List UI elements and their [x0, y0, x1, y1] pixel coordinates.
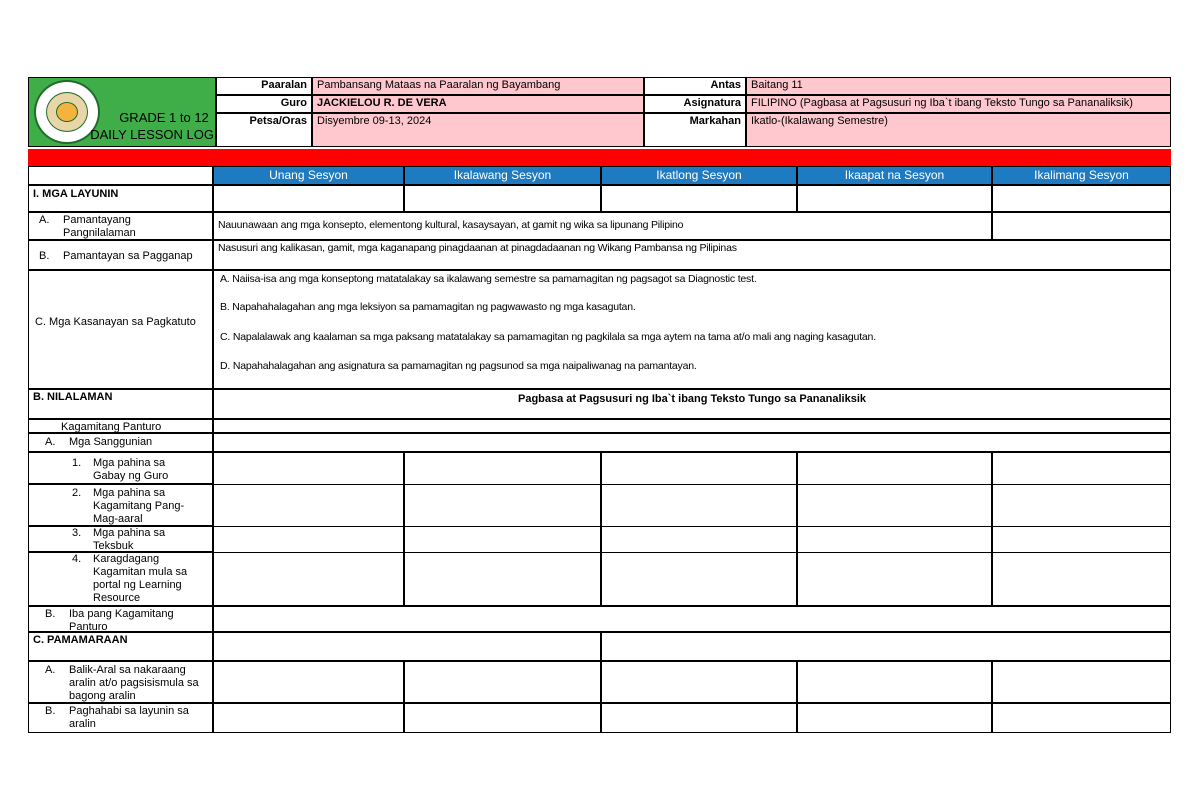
sanggunian-item	[28, 452, 213, 484]
sanggunian-item	[28, 484, 213, 526]
row-letter: B.	[45, 705, 56, 717]
pamantayan-sa-pagganap-label: Pamantayan sa Pagganap	[63, 250, 193, 262]
markahan-value: Ikatlo-(Ikalawang Semestre)	[746, 113, 1171, 147]
session-2-header: Ikalawang Sesyon	[404, 166, 601, 185]
empty-cell	[213, 419, 1171, 433]
row-letter: B.	[45, 608, 56, 620]
item-number: 2.	[72, 487, 82, 499]
guro-label: Guro	[216, 95, 312, 113]
row-letter: A.	[45, 664, 56, 676]
asignatura-value: FILIPINO (Pagbasa at Pagsusuri ng Iba`t ibang Teksto Tungo sa Pananaliksik)	[746, 95, 1171, 113]
row-divider	[213, 526, 1171, 527]
kasanayan-item: B. Napahahalagahan ang mga leksiyon sa pamamagitan ng pagwawasto ng mga kasagutan.	[220, 301, 636, 313]
pamantayan-sa-pagganap-content: Nasusuri ang kalikasan, gamit, mga kaganapang pinagdaanan at pinagdadaanan ng Wikang Pambansa ng Pilipinas	[213, 240, 1171, 270]
kasanayan-item: C. Napalalawak ang kaalaman sa mga paksang matatalakay sa pamamagitan ng pagkilala sa mga aytem na tama at/o mali ang naging kasagutan.	[220, 331, 876, 343]
kasanayan-item: A. Naiisa-isa ang mga konseptong matatalakay sa ikalawang semestre sa pamamagitan ng pagsagot sa Diagnostic test.	[220, 273, 757, 285]
sanggunian-item	[28, 526, 213, 552]
layunin-cell	[404, 185, 601, 212]
paaralan-label: Paaralan	[216, 77, 312, 95]
layunin-heading: I. MGA LAYUNIN	[28, 185, 213, 212]
layunin-cell	[213, 185, 404, 212]
empty-cell	[213, 606, 1171, 632]
pamantayang-pangnilalaman-label: Pamantayang Pangnilalaman	[63, 214, 136, 239]
iba-pang-kagamitan-label-cell	[28, 606, 213, 632]
balik-aral-label-cell	[28, 661, 213, 703]
kagamitan-heading: Kagamitang Panturo	[28, 419, 213, 433]
petsa-value: Disyembre 09-13, 2024	[312, 113, 644, 147]
row-divider	[213, 552, 1171, 553]
seal-emblem	[56, 102, 78, 122]
paghahabi-label: Paghahabi sa layunin sa aralin	[69, 705, 189, 730]
grade-label: GRADE 1 to 12	[119, 110, 209, 125]
row-letter: A.	[39, 214, 50, 226]
nilalaman-content: Pagbasa at Pagsusuri ng Iba`t ibang Teksto Tungo sa Pananaliksik	[213, 389, 1171, 419]
sanggunian-item	[28, 552, 213, 606]
row-divider	[213, 484, 1171, 485]
item-text: Mga pahina sa Teksbuk	[93, 527, 166, 552]
paghahabi-cell	[992, 703, 1171, 733]
paghahabi-cell	[797, 703, 992, 733]
antas-value: Baitang 11	[746, 77, 1171, 95]
sanggunian-cell	[601, 452, 797, 606]
balik-aral-cell	[404, 661, 601, 703]
balik-aral-label: Balik-Aral sa nakaraang aralin at/o pagsisismula sa bagong aralin	[69, 664, 199, 702]
pamamaraan-heading: C. PAMAMARAAN	[28, 632, 213, 661]
item-text: Mga pahina sa Kagamitang Pang-Mag-aaral	[93, 487, 185, 525]
paghahabi-cell	[601, 703, 797, 733]
item-text: Mga pahina sa Gabay ng Guro	[93, 457, 169, 482]
item-text: Karagdagang Kagamitan mula sa portal ng Learning Resource	[93, 553, 188, 604]
empty-cell	[601, 632, 1171, 661]
empty-cell	[213, 632, 601, 661]
asignatura-label: Asignatura	[644, 95, 746, 113]
item-number: 1.	[72, 457, 82, 469]
paghahabi-cell	[404, 703, 601, 733]
row-letter: B.	[39, 250, 50, 262]
layunin-cell	[797, 185, 992, 212]
balik-aral-cell	[601, 661, 797, 703]
sanggunian-cell	[213, 452, 404, 606]
layunin-cell	[992, 185, 1171, 212]
paghahabi-label-cell	[28, 703, 213, 733]
session-1-header: Unang Sesyon	[213, 166, 404, 185]
empty-cell	[213, 433, 1171, 452]
layunin-cell	[601, 185, 797, 212]
sanggunian-label-cell	[28, 433, 213, 452]
daily-lesson-log-label: DAILY LESSON LOG	[90, 127, 214, 142]
sanggunian-cell	[404, 452, 601, 606]
session-corner-cell	[28, 166, 213, 185]
pamantayang-pangnilalaman-content: Nauunawaan ang mga konsepto, elementong kultural, kasaysayan, at gamit ng wika sa lipunang Pilipino	[213, 212, 992, 240]
red-divider-bar	[28, 149, 1171, 166]
sanggunian-label: Mga Sanggunian	[69, 436, 153, 448]
empty-cell	[992, 212, 1171, 240]
sanggunian-cell	[797, 452, 992, 606]
kasanayan-content	[213, 270, 1171, 389]
kasanayan-label: C. Mga Kasanayan sa Pagkatuto	[28, 270, 213, 389]
pamantayang-pangnilalaman-label-cell	[28, 212, 213, 240]
pamantayan-sa-pagganap-label-cell	[28, 240, 213, 270]
iba-pang-kagamitan-label: Iba pang Kagamitang Panturo	[69, 608, 174, 633]
row-letter: A.	[45, 436, 56, 448]
markahan-label: Markahan	[644, 113, 746, 147]
balik-aral-cell	[992, 661, 1171, 703]
kasanayan-item: D. Napahahalagahan ang asignatura sa pamamagitan ng pagsunod sa mga naipaliwanag na pamantayan.	[220, 360, 697, 372]
balik-aral-cell	[213, 661, 404, 703]
session-4-header: Ikaapat na Sesyon	[797, 166, 992, 185]
sanggunian-cell	[992, 452, 1171, 606]
antas-label: Antas	[644, 77, 746, 95]
paghahabi-cell	[213, 703, 404, 733]
nilalaman-heading: B. NILALAMAN	[28, 389, 213, 419]
guro-value: JACKIELOU R. DE VERA	[312, 95, 644, 113]
item-number: 4.	[72, 553, 82, 565]
paaralan-value: Pambansang Mataas na Paaralan ng Bayambang	[312, 77, 644, 95]
item-number: 3.	[72, 527, 82, 539]
session-5-header: Ikalimang Sesyon	[992, 166, 1171, 185]
session-3-header: Ikatlong Sesyon	[601, 166, 797, 185]
balik-aral-cell	[797, 661, 992, 703]
petsa-label: Petsa/Oras	[216, 113, 312, 147]
